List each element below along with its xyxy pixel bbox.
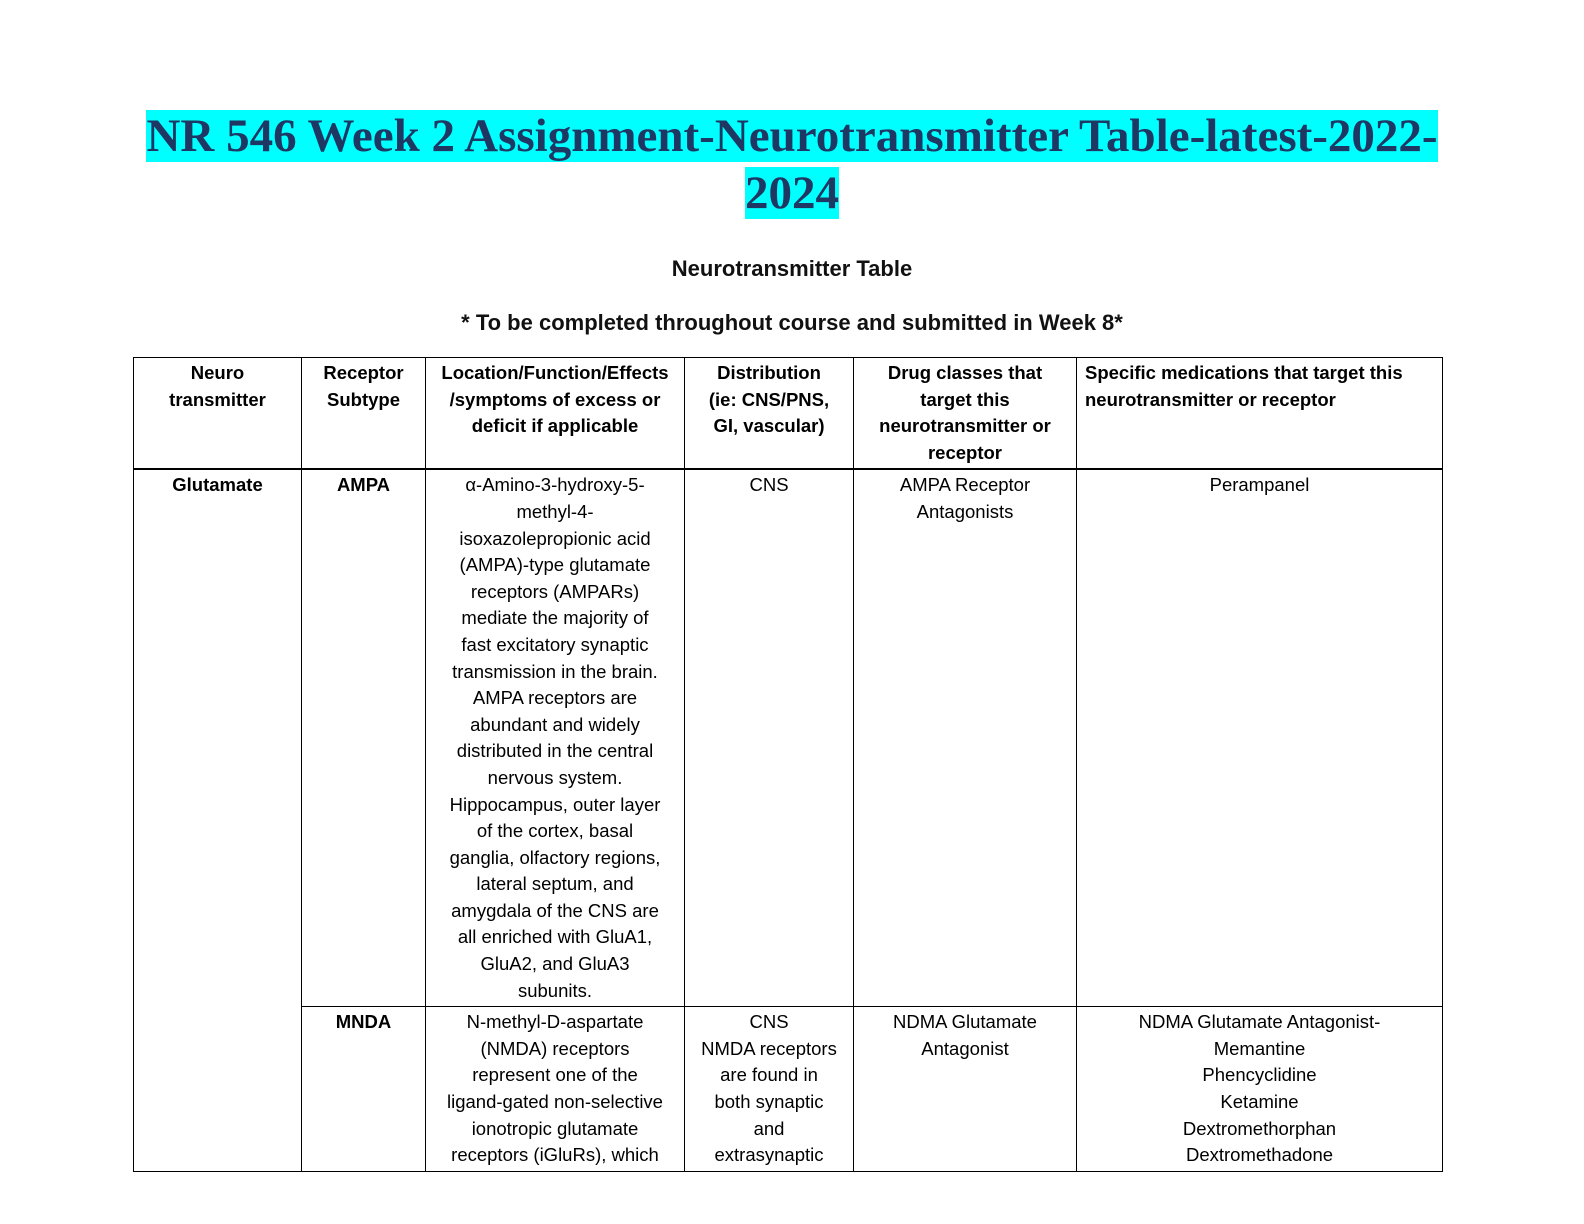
document-title xyxy=(100,108,1484,222)
cell-receptor-subtype: AMPA xyxy=(302,469,426,1006)
header-distribution: Distribution (ie: CNS/PNS, GI, vascular) xyxy=(685,358,854,470)
cell-neurotransmitter: Glutamate xyxy=(134,469,302,1006)
cell-specific-medications: NDMA Glutamate Antagonist- Memantine Phencyclidine Ketamine Dextromethorphan Dextromethadone xyxy=(1077,1007,1443,1172)
cell-neurotransmitter xyxy=(134,1007,302,1172)
table-heading: Neurotransmitter Table xyxy=(671,256,913,281)
neurotransmitter-table xyxy=(133,357,1443,1172)
cell-distribution: CNS NMDA receptors are found in both synaptic and extrasynaptic xyxy=(685,1007,854,1172)
header-location-function: Location/Function/Effects /symptoms of excess or deficit if applicable xyxy=(426,358,685,470)
table-row xyxy=(134,1007,1443,1172)
header-receptor-subtype: Receptor Subtype xyxy=(302,358,426,470)
cell-location-function: α-Amino-3-hydroxy-5- methyl-4- isoxazolepropionic acid (AMPA)-type glutamate receptors (AMPARs) mediate the majority of fast excitatory synaptic transmission in the brain. AMPA receptors are abundant and widely distributed in the central nervous system. Hippocampus, outer layer of the cortex, basal ganglia, olfactory regions, lateral septum, and amygdala of the CNS are all enriched with GluA1, GluA2, and GluA3 subunits. xyxy=(426,469,685,1006)
cell-distribution: CNS xyxy=(685,469,854,1006)
cell-location-function: N-methyl-D-aspartate (NMDA) receptors represent one of the ligand-gated non-selective ionotropic glutamate receptors (iGluRs), which xyxy=(426,1007,685,1172)
header-specific-medications: Specific medications that target this neurotransmitter or receptor xyxy=(1077,358,1443,470)
completion-instruction: * To be completed throughout course and submitted in Week 8* xyxy=(461,310,1123,335)
header-drug-classes: Drug classes that target this neurotransmitter or receptor xyxy=(854,358,1077,470)
cell-drug-classes: NDMA Glutamate Antagonist xyxy=(854,1007,1077,1172)
table-header-row xyxy=(134,358,1443,470)
header-neurotransmitter: Neuro transmitter xyxy=(134,358,302,470)
cell-receptor-subtype: MNDA xyxy=(302,1007,426,1172)
cell-drug-classes: AMPA Receptor Antagonists xyxy=(854,469,1077,1006)
table-row xyxy=(134,469,1443,1006)
cell-specific-medications: Perampanel xyxy=(1077,469,1443,1006)
document-title-text: NR 546 Week 2 Assignment-Neurotransmitter Table-latest-2022-2024 xyxy=(146,110,1438,219)
